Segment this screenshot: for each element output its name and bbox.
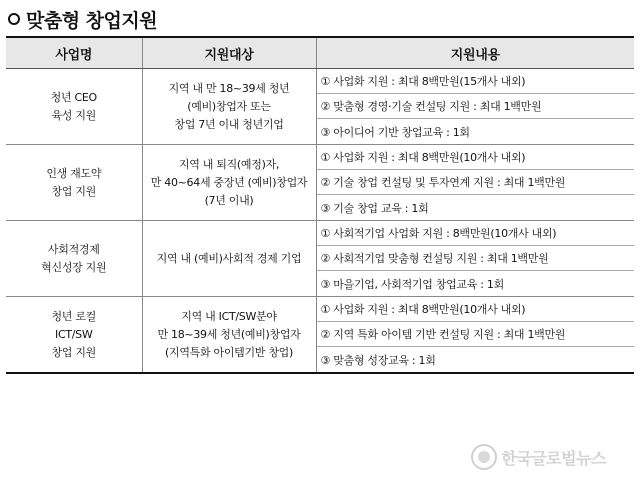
program-name-cell xyxy=(6,221,142,297)
program-name-line: ICT/SW xyxy=(55,327,93,341)
program-name-cell xyxy=(6,69,142,145)
table-header-row xyxy=(6,37,634,69)
header-target: 지원대상 xyxy=(142,37,316,69)
content-cell xyxy=(316,69,634,145)
content-cell xyxy=(316,145,634,221)
target-line: 지역 내 만 18~39세 청년 xyxy=(168,81,290,95)
target-cell xyxy=(142,145,316,221)
table-row xyxy=(6,69,634,145)
program-name-line: 청년 로컬 xyxy=(51,309,96,323)
target-cell xyxy=(142,221,316,297)
content-item: ② 맞춤형 경영·기술 컨설팅 지원 : 최대 1백만원 xyxy=(317,94,635,119)
page-title-block xyxy=(8,4,157,34)
target-line: 지역 내 퇴직(예정)자, xyxy=(178,157,280,171)
target-line: 지역 내 ICT/SW분야 xyxy=(181,309,277,323)
target-cell xyxy=(142,69,316,145)
program-name-line: 사회적경제 xyxy=(47,242,100,256)
program-name-line: 창업 지원 xyxy=(51,184,96,198)
target-line: 지역 내 (예비)사회적 경제 기업 xyxy=(156,251,302,265)
target-line: 창업 7년 이내 청년기업 xyxy=(174,117,284,131)
content-item: ② 사회적기업 맞춤형 컨설팅 지원 : 최대 1백만원 xyxy=(317,246,635,271)
content-item: ① 사업화 지원 : 최대 8백만원(10개사 내외) xyxy=(317,297,635,322)
content-item: ① 사업화 지원 : 최대 8백만원(10개사 내외) xyxy=(317,145,635,170)
content-cell xyxy=(316,221,634,297)
program-name-line: 창업 지원 xyxy=(51,345,96,359)
content-item: ① 사업화 지원 : 최대 8백만원(15개사 내외) xyxy=(317,69,635,94)
header-content: 지원내용 xyxy=(316,37,634,69)
target-line: 만 18~39세 청년(예비)창업자 xyxy=(157,327,301,341)
table-row xyxy=(6,297,634,374)
content-item: ② 지역 특화 아이템 기반 컨설팅 지원 : 최대 1백만원 xyxy=(317,322,635,347)
watermark-text: 한국글로벌뉴스 xyxy=(501,448,606,468)
page-title: 맞춤형 창업지원 xyxy=(26,9,158,32)
program-name-cell xyxy=(6,145,142,221)
program-name-line: 청년 CEO xyxy=(50,90,97,104)
table-row xyxy=(6,145,634,221)
program-name-line: 인생 재도약 xyxy=(46,166,102,180)
content-item: ① 사회적기업 사업화 지원 : 8백만원(10개사 내외) xyxy=(317,221,635,246)
program-name-cell xyxy=(6,297,142,374)
content-cell xyxy=(316,297,634,374)
table-row xyxy=(6,221,634,297)
header-program-name: 사업명 xyxy=(6,37,142,69)
program-name-line: 혁신성장 지원 xyxy=(41,260,107,274)
content-item: ③ 마을기업, 사회적기업 창업교육 : 1회 xyxy=(320,277,504,291)
target-line: (지역특화 아이템기반 창업) xyxy=(165,345,293,359)
news-logo-icon xyxy=(471,444,497,470)
target-cell xyxy=(142,297,316,374)
target-line: (예비)창업자 또는 xyxy=(187,99,271,113)
circle-bullet-icon xyxy=(8,13,20,25)
watermark xyxy=(471,444,606,470)
content-item: ③ 맞춤형 성장교육 : 1회 xyxy=(320,353,436,367)
content-item: ② 기술 창업 컨설팅 및 투자연계 지원 : 최대 1백만원 xyxy=(317,170,635,195)
content-item: ③ 아이디어 기반 창업교육 : 1회 xyxy=(320,125,470,139)
support-program-table xyxy=(6,36,634,374)
target-line: (7년 이내) xyxy=(204,193,254,207)
target-line: 만 40~64세 중장년 (예비)창업자 xyxy=(150,175,308,189)
program-name-line: 육성 지원 xyxy=(51,108,96,122)
content-item: ③ 기술 창업 교육 : 1회 xyxy=(320,201,429,215)
